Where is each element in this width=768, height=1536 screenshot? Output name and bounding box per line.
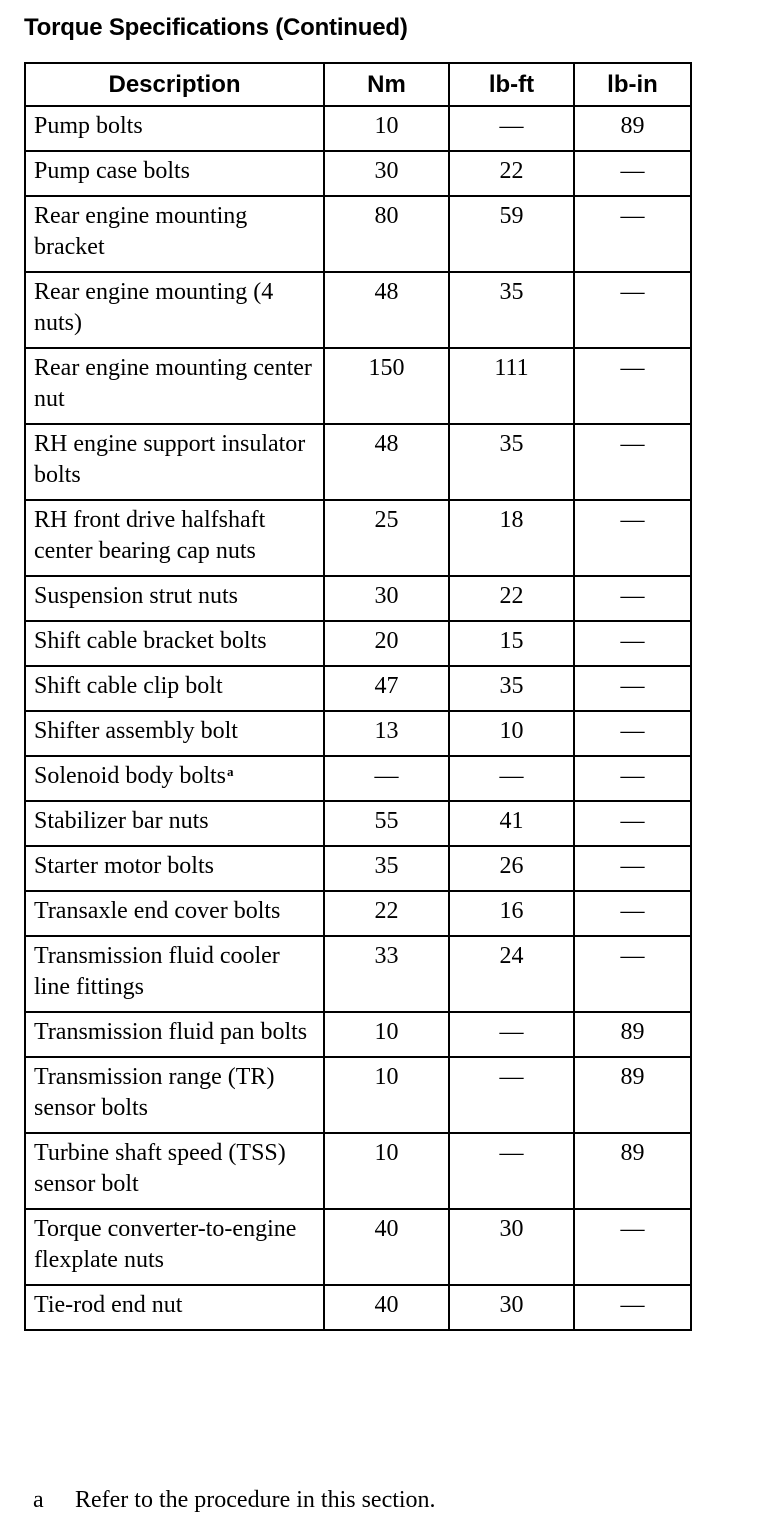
table-row xyxy=(25,1285,691,1330)
description-text: Torque converter-to-engine flexplate nuts xyxy=(34,1216,297,1273)
table-row xyxy=(25,756,691,801)
cell-lb-ft: 24 xyxy=(449,936,574,1012)
cell-nm: 22 xyxy=(324,891,449,936)
cell-lb-in: 89 xyxy=(574,106,691,151)
header-lb-in: lb-in xyxy=(574,63,691,106)
cell-lb-ft: 16 xyxy=(449,891,574,936)
description-text: Turbine shaft speed (TSS) sensor bolt xyxy=(34,1140,286,1197)
cell-lb-ft: 30 xyxy=(449,1209,574,1285)
cell-lb-ft: 59 xyxy=(449,196,574,272)
footnote-reference: a xyxy=(227,764,234,779)
cell-nm: 48 xyxy=(324,424,449,500)
cell-nm: — xyxy=(324,756,449,801)
cell-description xyxy=(25,576,324,621)
table-row xyxy=(25,801,691,846)
cell-nm: 80 xyxy=(324,196,449,272)
cell-lb-in: — xyxy=(574,348,691,424)
description-text: Shifter assembly bolt xyxy=(34,718,238,744)
cell-description xyxy=(25,500,324,576)
footnote-text: Refer to the procedure in this section. xyxy=(75,1487,436,1513)
description-text: Shift cable clip bolt xyxy=(34,673,223,699)
cell-lb-in: — xyxy=(574,1285,691,1330)
cell-lb-in: — xyxy=(574,936,691,1012)
table-row xyxy=(25,272,691,348)
table-row xyxy=(25,500,691,576)
cell-lb-ft: — xyxy=(449,756,574,801)
table-row xyxy=(25,576,691,621)
table-row xyxy=(25,1133,691,1209)
cell-lb-in: 89 xyxy=(574,1133,691,1209)
description-text: Stabilizer bar nuts xyxy=(34,808,209,834)
table-row xyxy=(25,196,691,272)
description-text: Rear engine mounting bracket xyxy=(34,203,248,260)
cell-lb-in: — xyxy=(574,1209,691,1285)
description-text: Shift cable bracket bolts xyxy=(34,628,267,654)
cell-lb-ft: 15 xyxy=(449,621,574,666)
table-row xyxy=(25,348,691,424)
description-text: Rear engine mounting (4 nuts) xyxy=(34,279,274,336)
description-text: Transaxle end cover bolts xyxy=(34,898,281,924)
cell-description xyxy=(25,621,324,666)
table-header-row xyxy=(25,63,691,106)
cell-description xyxy=(25,1057,324,1133)
header-lb-ft: lb-ft xyxy=(449,63,574,106)
cell-description xyxy=(25,756,324,801)
cell-lb-in: — xyxy=(574,151,691,196)
table-row xyxy=(25,1209,691,1285)
cell-lb-in: — xyxy=(574,576,691,621)
cell-lb-ft: 10 xyxy=(449,711,574,756)
header-nm: Nm xyxy=(324,63,449,106)
description-text: Transmission range (TR) sensor bolts xyxy=(34,1064,275,1121)
page-title: Torque Specifications (Continued) xyxy=(24,14,408,41)
cell-nm: 30 xyxy=(324,576,449,621)
table-row xyxy=(25,106,691,151)
cell-nm: 20 xyxy=(324,621,449,666)
table-row xyxy=(25,711,691,756)
cell-nm: 47 xyxy=(324,666,449,711)
cell-description xyxy=(25,801,324,846)
cell-description xyxy=(25,891,324,936)
table-row xyxy=(25,891,691,936)
cell-lb-ft: 111 xyxy=(449,348,574,424)
cell-nm: 10 xyxy=(324,1012,449,1057)
cell-lb-ft: 35 xyxy=(449,424,574,500)
cell-lb-ft: 35 xyxy=(449,272,574,348)
description-text: Pump case bolts xyxy=(34,158,190,184)
cell-description xyxy=(25,711,324,756)
cell-description xyxy=(25,1209,324,1285)
footnote-mark: a xyxy=(33,1487,44,1513)
table-row xyxy=(25,1057,691,1133)
cell-lb-in: — xyxy=(574,666,691,711)
header-description: Description xyxy=(25,63,324,106)
description-text: Transmission fluid pan bolts xyxy=(34,1019,308,1045)
cell-nm: 150 xyxy=(324,348,449,424)
cell-lb-in: — xyxy=(574,621,691,666)
cell-lb-in: — xyxy=(574,196,691,272)
cell-nm: 30 xyxy=(324,151,449,196)
cell-lb-ft: — xyxy=(449,106,574,151)
cell-description xyxy=(25,1012,324,1057)
cell-lb-in: — xyxy=(574,424,691,500)
cell-description xyxy=(25,106,324,151)
description-text: RH front drive halfshaft center bearing cap nuts xyxy=(34,507,266,564)
cell-nm: 55 xyxy=(324,801,449,846)
cell-nm: 25 xyxy=(324,500,449,576)
table-row xyxy=(25,846,691,891)
cell-lb-ft: 30 xyxy=(449,1285,574,1330)
description-text: Solenoid body bolts xyxy=(34,763,227,789)
cell-nm: 10 xyxy=(324,1133,449,1209)
cell-lb-ft: 22 xyxy=(449,151,574,196)
cell-lb-ft: 35 xyxy=(449,666,574,711)
description-text: RH engine support insulator bolts xyxy=(34,431,306,488)
cell-lb-in: — xyxy=(574,756,691,801)
cell-description xyxy=(25,272,324,348)
cell-description xyxy=(25,196,324,272)
description-text: Transmission fluid cooler line fittings xyxy=(34,943,280,1000)
cell-lb-ft: 18 xyxy=(449,500,574,576)
torque-spec-table xyxy=(24,62,692,1331)
cell-lb-in: — xyxy=(574,500,691,576)
description-text: Suspension strut nuts xyxy=(34,583,239,609)
description-text: Rear engine mounting center nut xyxy=(34,355,312,412)
cell-lb-in: — xyxy=(574,891,691,936)
cell-lb-ft: 22 xyxy=(449,576,574,621)
cell-lb-ft: — xyxy=(449,1012,574,1057)
cell-nm: 10 xyxy=(324,1057,449,1133)
cell-lb-ft: — xyxy=(449,1057,574,1133)
cell-nm: 40 xyxy=(324,1285,449,1330)
cell-description xyxy=(25,1285,324,1330)
cell-lb-ft: 26 xyxy=(449,846,574,891)
cell-lb-ft: 41 xyxy=(449,801,574,846)
table-row xyxy=(25,936,691,1012)
table-row xyxy=(25,666,691,711)
table-row xyxy=(25,424,691,500)
cell-description xyxy=(25,424,324,500)
cell-lb-ft: — xyxy=(449,1133,574,1209)
cell-description xyxy=(25,936,324,1012)
cell-description xyxy=(25,666,324,711)
cell-nm: 13 xyxy=(324,711,449,756)
description-text: Starter motor bolts xyxy=(34,853,214,879)
cell-lb-in: 89 xyxy=(574,1012,691,1057)
table-row xyxy=(25,151,691,196)
cell-description xyxy=(25,151,324,196)
cell-lb-in: — xyxy=(574,272,691,348)
cell-nm: 48 xyxy=(324,272,449,348)
description-text: Pump bolts xyxy=(34,113,143,139)
cell-description xyxy=(25,846,324,891)
cell-nm: 40 xyxy=(324,1209,449,1285)
cell-lb-in: — xyxy=(574,711,691,756)
cell-description xyxy=(25,348,324,424)
cell-nm: 35 xyxy=(324,846,449,891)
description-text: Tie-rod end nut xyxy=(34,1292,183,1318)
cell-nm: 33 xyxy=(324,936,449,1012)
cell-lb-in: — xyxy=(574,801,691,846)
footnote xyxy=(33,1487,436,1514)
cell-nm: 10 xyxy=(324,106,449,151)
cell-description xyxy=(25,1133,324,1209)
table-row xyxy=(25,621,691,666)
cell-lb-in: — xyxy=(574,846,691,891)
table-row xyxy=(25,1012,691,1057)
cell-lb-in: 89 xyxy=(574,1057,691,1133)
